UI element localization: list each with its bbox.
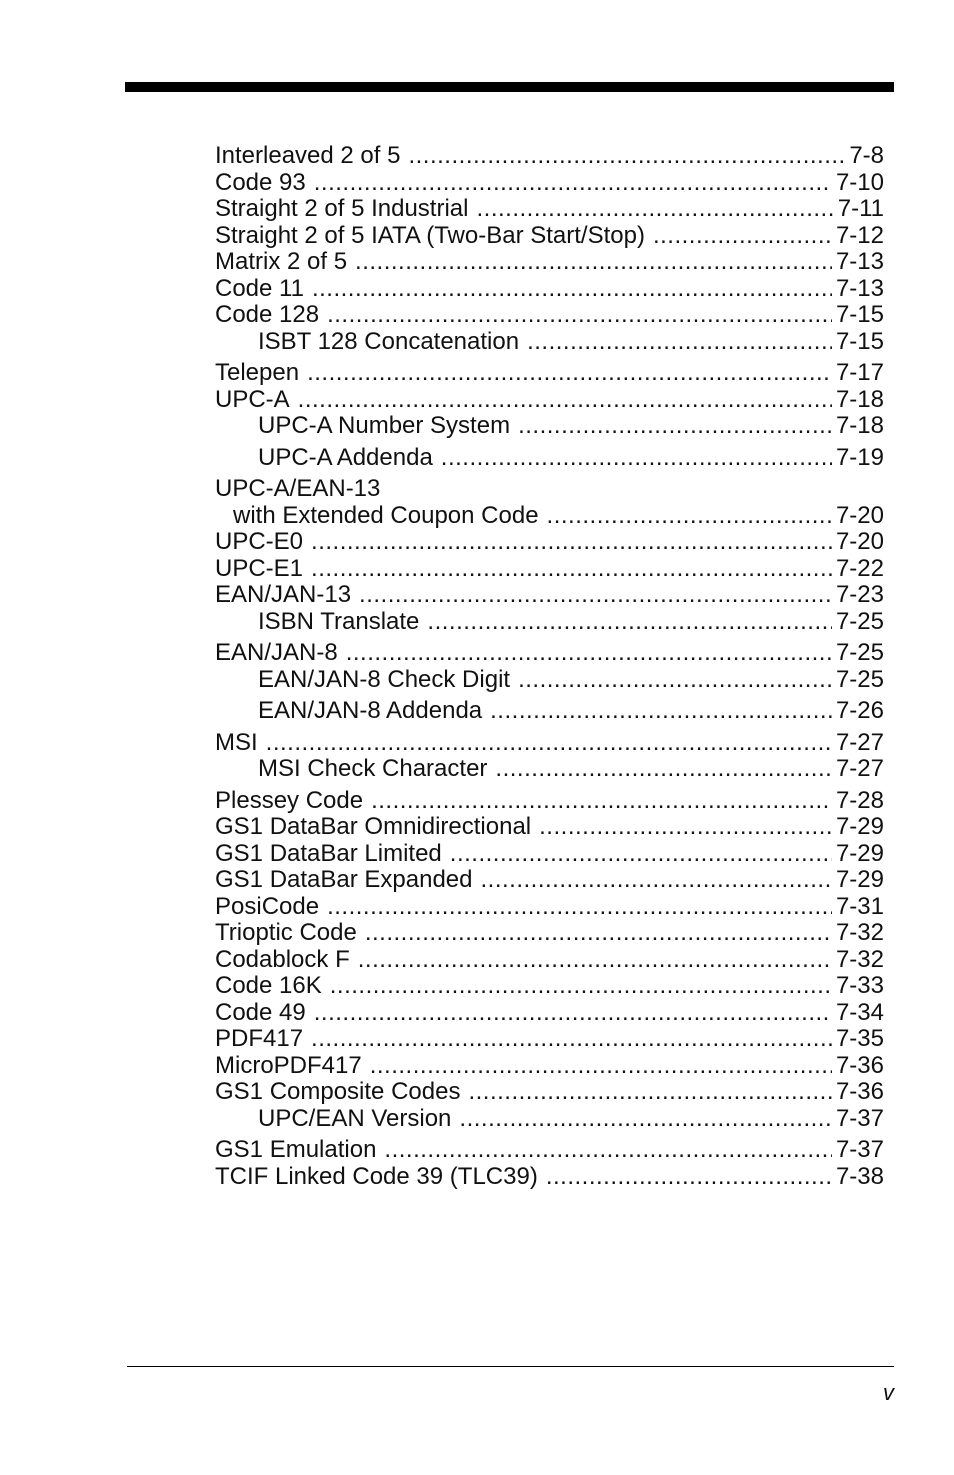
dot-leader (355, 249, 832, 276)
dot-leader (311, 529, 832, 556)
dot-leader (370, 1053, 832, 1080)
dot-leader (481, 867, 832, 894)
toc-entry[interactable] (215, 1164, 884, 1191)
toc-entry-page: 7-31 (835, 893, 884, 920)
dot-leader (476, 196, 833, 223)
toc-entry[interactable] (215, 170, 884, 197)
toc-entry-page: 7-13 (835, 275, 884, 302)
toc-entry[interactable] (215, 1026, 884, 1053)
toc-entry[interactable] (215, 730, 884, 757)
toc-entry-page: 7-20 (835, 529, 884, 555)
toc-entry[interactable] (215, 841, 884, 868)
toc-subentry[interactable] (215, 413, 884, 440)
toc-entry-page: 7-37 (835, 1137, 884, 1163)
toc-entry[interactable] (215, 476, 884, 503)
toc-entry-page: 7-12 (835, 222, 884, 249)
toc-subentry[interactable] (215, 756, 884, 783)
footer-rule (127, 1366, 894, 1367)
toc-entry-title: EAN/JAN-8 (215, 640, 338, 666)
dot-leader (371, 788, 832, 815)
toc-entry[interactable] (215, 249, 884, 276)
dot-leader (427, 609, 832, 636)
dot-leader (359, 582, 832, 609)
toc-entry-page: 7-15 (835, 328, 884, 355)
toc-entry-title: GS1 Composite Codes (215, 1079, 461, 1105)
toc-entry-title: EAN/JAN-8 Addenda (258, 698, 483, 724)
toc-entry-title: ISBT 128 Concatenation (258, 328, 520, 355)
toc-entry-title: GS1 DataBar Expanded (215, 867, 473, 893)
toc-entry-page: 7-18 (835, 413, 884, 439)
toc-entry-page: 7-27 (835, 729, 884, 756)
toc-entry-title: UPC-E0 (215, 529, 304, 555)
toc-entry[interactable] (215, 387, 884, 414)
toc-entry-page: 7-29 (835, 867, 884, 893)
toc-entry-page: 7-23 (835, 582, 884, 608)
toc-entry-page: 7-32 (835, 946, 884, 973)
toc-entry-page: 7-13 (835, 249, 884, 275)
dot-leader (495, 756, 832, 783)
toc-entry-page: 7-37 (835, 1105, 884, 1132)
dot-leader (327, 894, 832, 921)
toc-entry-title: UPC-A/EAN-13 (215, 476, 381, 502)
dot-leader (408, 143, 845, 170)
dot-leader (518, 413, 832, 440)
toc-entry-page: 7-20 (835, 502, 884, 529)
toc-entry-page: 7-32 (835, 920, 884, 946)
toc-entry-title: GS1 Emulation (215, 1137, 377, 1163)
toc-entry-page: 7-28 (835, 787, 884, 814)
toc-entry[interactable] (215, 1137, 884, 1164)
toc-entry-title: MSI (215, 729, 258, 756)
toc-entry-title: UPC-A Number System (258, 413, 511, 439)
dot-leader (546, 1164, 832, 1191)
toc-entry-title: TCIF Linked Code 39 (TLC39) (215, 1163, 538, 1190)
dot-leader (441, 445, 832, 472)
dot-leader (450, 841, 832, 868)
toc-entry[interactable] (215, 360, 884, 387)
toc-entry[interactable] (215, 788, 884, 815)
dot-leader (468, 1079, 832, 1106)
toc-entry[interactable] (215, 223, 884, 250)
toc-entry-page: 7-27 (835, 756, 884, 782)
dot-leader (327, 302, 832, 329)
toc-subentry[interactable] (215, 698, 884, 725)
toc-subentry[interactable] (215, 667, 884, 694)
toc-entry[interactable] (215, 640, 884, 667)
toc-entry-title: Code 93 (215, 169, 306, 196)
toc-entry-page: 7-18 (835, 386, 884, 413)
dot-leader (330, 973, 832, 1000)
toc-entry[interactable] (215, 1053, 884, 1080)
toc-entry-title: GS1 DataBar Limited (215, 840, 442, 867)
toc-entry[interactable] (215, 973, 884, 1000)
dot-leader (307, 360, 832, 387)
dot-leader (358, 947, 832, 974)
header-rule (125, 82, 894, 92)
dot-leader (298, 387, 832, 414)
toc-subentry[interactable] (215, 445, 884, 472)
toc-entry-title: EAN/JAN-13 (215, 582, 352, 608)
toc-entry-page: 7-34 (835, 999, 884, 1026)
toc-entry-title: UPC-E1 (215, 555, 304, 582)
toc-entry-page: 7-29 (835, 840, 884, 867)
dot-leader (311, 556, 832, 583)
dot-leader (490, 698, 832, 725)
toc-entry-page: 7-25 (835, 666, 884, 693)
toc-entry[interactable] (215, 1079, 884, 1106)
toc-entry[interactable] (215, 582, 884, 609)
toc-subentry[interactable] (215, 329, 884, 356)
toc-entry-title: Straight 2 of 5 Industrial (215, 196, 469, 222)
toc-entry-title: Matrix 2 of 5 (215, 249, 348, 275)
toc-entry-page: 7-25 (835, 640, 884, 666)
toc-subentry[interactable] (215, 609, 884, 636)
toc-entry-page: 7-26 (835, 698, 884, 724)
dot-leader (314, 170, 832, 197)
toc-entry-title: GS1 DataBar Omnidirectional (215, 814, 532, 840)
toc-entry-title: Code 11 (215, 275, 304, 302)
toc-entry-page: 7-29 (835, 814, 884, 840)
toc-entry-title: Straight 2 of 5 IATA (Two-Bar Start/Stop) (215, 222, 645, 249)
toc-entry[interactable] (215, 947, 884, 974)
toc-entry[interactable] (215, 556, 884, 583)
toc-entry[interactable] (215, 503, 884, 530)
dot-leader (459, 1106, 832, 1133)
toc-entry-page: 7-38 (835, 1163, 884, 1190)
toc-entry[interactable] (215, 867, 884, 894)
toc-entry-title: ISBN Translate (258, 608, 420, 635)
toc-entry-page: 7-17 (835, 360, 884, 386)
toc-entry[interactable] (215, 529, 884, 556)
dot-leader (539, 814, 832, 841)
toc-entry-page: 7-19 (835, 444, 884, 471)
toc-entry[interactable] (215, 920, 884, 947)
dot-leader (314, 1000, 832, 1027)
toc-entry[interactable] (215, 196, 884, 223)
toc-entry-page: 7-36 (835, 1079, 884, 1105)
toc-entry-page: 7-15 (835, 302, 884, 328)
dot-leader (653, 223, 832, 250)
toc-entry-title: Plessey Code (215, 787, 364, 814)
toc-entry-title: Code 49 (215, 999, 306, 1026)
toc-entry-title: with Extended Coupon Code (233, 502, 539, 529)
dot-leader (547, 503, 832, 530)
toc-subentry[interactable] (215, 1106, 884, 1133)
toc-entry-page: 7-11 (837, 196, 884, 222)
page-number: v (883, 1380, 894, 1405)
toc-entry-title: PDF417 (215, 1026, 304, 1052)
toc-entry-title: Code 16K (215, 973, 322, 999)
toc-entry-title: Telepen (215, 360, 300, 386)
dot-leader (266, 730, 832, 757)
toc-entry-title: UPC-A (215, 386, 290, 413)
toc-entry[interactable] (215, 143, 884, 170)
toc-entry-page: 7-33 (835, 973, 884, 999)
dot-leader (365, 920, 832, 947)
toc-entry[interactable] (215, 894, 884, 921)
toc-entry-title: Codablock F (215, 946, 350, 973)
toc-entry-title: EAN/JAN-8 Check Digit (258, 666, 511, 693)
dot-leader (518, 667, 832, 694)
toc-entry-title: Trioptic Code (215, 920, 357, 946)
toc-entry[interactable] (215, 814, 884, 841)
toc-entry-title: UPC/EAN Version (258, 1105, 452, 1132)
toc-entry[interactable] (215, 276, 884, 303)
toc-entry-page: 7-10 (835, 169, 884, 196)
dot-leader (312, 276, 832, 303)
toc-entry-title: MicroPDF417 (215, 1052, 362, 1079)
toc-entry[interactable] (215, 302, 884, 329)
toc-entry-page: 7-36 (835, 1052, 884, 1079)
toc-entry-page: 7-22 (835, 555, 884, 582)
toc-entry-page: 7-25 (835, 608, 884, 635)
toc-entry-title: Code 128 (215, 302, 320, 328)
dot-leader (311, 1026, 832, 1053)
toc-entry[interactable] (215, 1000, 884, 1027)
dot-leader (527, 329, 832, 356)
table-of-contents (215, 143, 884, 1190)
toc-entry-title: UPC-A Addenda (258, 444, 433, 471)
toc-entry-title: Interleaved 2 of 5 (215, 143, 401, 169)
toc-entry-title: MSI Check Character (258, 756, 488, 782)
dot-leader (346, 640, 832, 667)
dot-leader (384, 1137, 832, 1164)
toc-entry-page: 7-8 (849, 143, 884, 169)
toc-entry-title: PosiCode (215, 893, 320, 920)
toc-entry-page: 7-35 (835, 1026, 884, 1052)
